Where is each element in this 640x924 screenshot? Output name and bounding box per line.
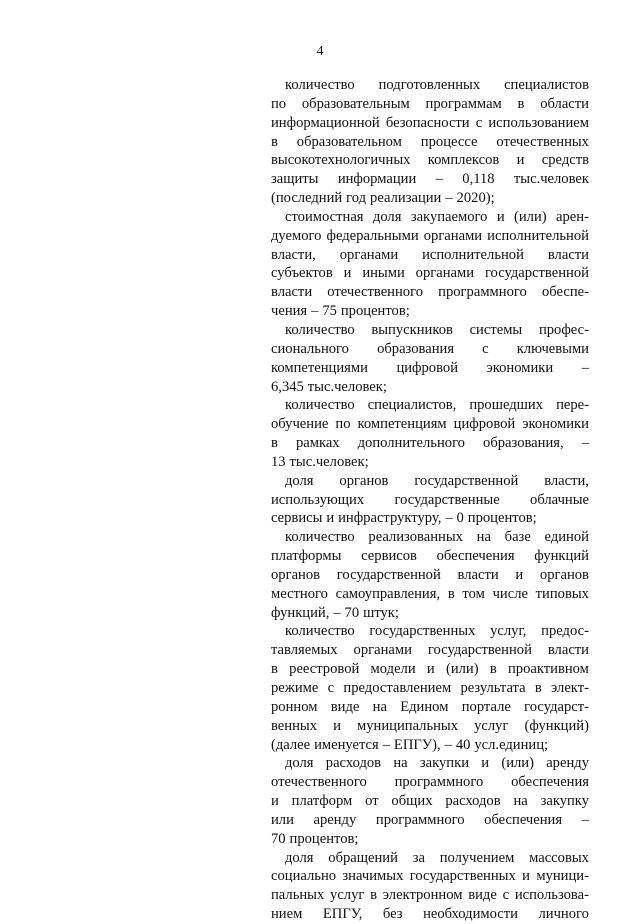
word: власти [271, 284, 313, 301]
word: области [540, 95, 589, 112]
word: образовательном [296, 133, 402, 150]
word: программам [425, 95, 502, 112]
word: программного [438, 284, 527, 301]
text-line [271, 491, 589, 510]
word: количество [285, 529, 355, 546]
word: на [513, 793, 528, 810]
word: по [335, 416, 351, 433]
word: и [426, 661, 435, 678]
word: количество [285, 397, 355, 414]
word: – [444, 736, 452, 753]
word: (функций) [524, 717, 589, 734]
word: образования [377, 340, 455, 357]
word: обеспечения [436, 548, 515, 565]
word: дополнительного [357, 435, 465, 452]
word: числе [492, 585, 528, 602]
word: венных [271, 717, 318, 734]
word: том [462, 585, 485, 602]
word: в [271, 435, 278, 452]
word: органов [271, 566, 321, 583]
word: необходимости [423, 906, 518, 923]
word: органами [415, 265, 475, 282]
word: экономики [522, 416, 589, 433]
word: модели [370, 661, 416, 678]
word: сервисы [271, 510, 323, 527]
word: тыс.человек; [307, 378, 387, 395]
word: компетенциями [271, 359, 368, 376]
word: арен- [556, 208, 589, 225]
word: в [517, 95, 525, 112]
word: общих [391, 793, 433, 810]
word: процентов; [340, 303, 410, 320]
word: государст- [524, 698, 589, 715]
word: государственной [336, 566, 441, 583]
word: местного [271, 585, 328, 602]
text-line [271, 867, 589, 886]
text-line [271, 528, 589, 547]
text-line [271, 189, 589, 208]
text-line [271, 283, 589, 302]
word: органами [353, 642, 412, 659]
text-line [271, 151, 589, 170]
word: (далее [271, 736, 311, 753]
word: подготовленных [378, 77, 481, 93]
word: государственной [484, 265, 589, 282]
word: 0 [456, 510, 464, 527]
word: (или) [501, 755, 534, 772]
word: комплексов [427, 152, 500, 169]
text-line [271, 547, 589, 566]
word: электронном [382, 887, 463, 904]
word: количество [285, 77, 355, 93]
word: 75 [322, 303, 337, 320]
word: массовых [529, 849, 589, 866]
word: с [475, 114, 483, 131]
word: средств [541, 152, 589, 169]
text-line [271, 509, 589, 528]
text-line [271, 849, 589, 868]
word: ронном [271, 698, 318, 715]
word: в [447, 585, 455, 602]
word: выпускников [371, 321, 453, 338]
word: именуется [314, 736, 379, 753]
word: услуг, [490, 623, 527, 640]
word: – [581, 811, 589, 828]
word: ЕПГУ), [393, 736, 441, 753]
word: или [271, 811, 294, 828]
word: образования, [483, 435, 564, 452]
word: (или) [445, 661, 479, 678]
word: федеральными [326, 227, 419, 244]
word: усл.единиц; [474, 736, 549, 753]
word: личного [538, 906, 589, 923]
word: базе [504, 529, 531, 546]
word: обеспечения [484, 811, 563, 828]
word: и [271, 793, 279, 810]
text-line [271, 359, 589, 378]
word: услуг [330, 887, 365, 904]
word: 70 [271, 830, 286, 847]
word: единой [544, 529, 589, 546]
text-line [271, 321, 589, 340]
text-line [271, 830, 589, 849]
word: рамках [295, 435, 340, 452]
text-line [271, 811, 589, 830]
word: проактивном [508, 661, 589, 678]
word: – [435, 171, 443, 188]
word: – [311, 303, 319, 320]
text-line [271, 302, 589, 321]
word: платформ [291, 793, 353, 810]
word: специалистов [504, 77, 589, 93]
word: – [333, 604, 341, 621]
word: – [445, 510, 453, 527]
word: без [382, 906, 403, 923]
word: стоимостная [285, 208, 364, 225]
word: облачные [530, 491, 589, 508]
word: государственных [409, 868, 516, 885]
word: реализованных [368, 529, 463, 546]
word: ЕПГУ, [322, 906, 363, 923]
page-number: 4 [316, 44, 324, 59]
word: с [482, 340, 489, 357]
text-line [271, 792, 589, 811]
word: 13 [271, 453, 286, 470]
word: процентов; [467, 510, 537, 527]
word: год [346, 190, 367, 207]
word: защиты [271, 171, 319, 188]
word: аренду [546, 755, 589, 772]
word: виде [468, 887, 497, 904]
word: виде [330, 698, 360, 715]
word: тыс.человек [513, 171, 589, 188]
word: – [445, 190, 453, 207]
word: обращений [328, 849, 398, 866]
word: количество [285, 321, 355, 338]
text-line [271, 95, 589, 114]
word: сервисов [361, 548, 417, 565]
word: обеспечения [511, 774, 589, 791]
word: органов [539, 566, 589, 583]
word: с [327, 680, 335, 696]
text-line [271, 133, 589, 152]
word: Едином [400, 698, 449, 715]
word: значимых [342, 868, 404, 885]
word: с [502, 887, 510, 904]
text-line [271, 754, 589, 773]
word: обучение [271, 416, 329, 433]
word: иными [362, 265, 405, 282]
word: отечественного [327, 284, 424, 301]
word: безопасности [385, 114, 470, 131]
text-line [271, 396, 589, 415]
word: чения [271, 303, 308, 320]
text-line [271, 604, 589, 623]
word: штук; [363, 604, 399, 621]
word: – [382, 736, 390, 753]
word: расходов [325, 755, 382, 772]
word: самоуправления, [335, 585, 441, 602]
word: реестровой [289, 661, 360, 678]
word: – [581, 359, 589, 376]
word: платформы [271, 548, 342, 565]
word: 40 [455, 736, 471, 753]
word: отечественного [271, 774, 367, 791]
text-line [271, 246, 589, 265]
word: закупки [419, 755, 470, 772]
word: исполнительной [487, 227, 589, 244]
text-line [271, 641, 589, 660]
word: цифровой [453, 416, 516, 433]
word: режиме [271, 680, 319, 696]
text-line [271, 698, 589, 717]
word: государственные [394, 491, 500, 508]
word: тавляемых [271, 642, 338, 659]
word: власти, [271, 246, 316, 263]
word: цифровой [396, 359, 459, 376]
text-line [271, 585, 589, 604]
text-line [271, 472, 589, 491]
word: власти [547, 246, 589, 263]
word: отечественных [496, 133, 589, 150]
word: программного [375, 811, 465, 828]
text-line [271, 453, 589, 472]
word: количество [285, 623, 355, 640]
word: высокотехнологичных [271, 152, 411, 169]
word: дуемого [271, 227, 322, 244]
word: доля [285, 472, 314, 489]
word: и [522, 868, 530, 885]
word: в [271, 661, 278, 678]
word: нием [271, 906, 303, 923]
word: и [333, 717, 341, 734]
word: процентов; [289, 830, 359, 847]
text-line [271, 773, 589, 792]
word: аренду [313, 811, 357, 828]
word: результата [460, 680, 526, 696]
text-line [271, 76, 589, 95]
word: 6,345 [271, 378, 304, 395]
word: предоставлением [343, 680, 452, 696]
word: инфраструктуру, [338, 510, 442, 527]
text-line [271, 378, 589, 397]
word: портале [461, 698, 511, 715]
word: органами [423, 227, 483, 244]
word: органов [339, 472, 389, 489]
word: по [271, 95, 287, 112]
text-line [271, 622, 589, 641]
word: процессе [420, 133, 478, 150]
text-line [271, 434, 589, 453]
text-line [271, 660, 589, 679]
text-line [271, 905, 589, 924]
word: власти [457, 566, 499, 583]
word: на [372, 698, 387, 715]
text-line [271, 736, 589, 755]
word: социально [271, 868, 337, 885]
word: предос- [541, 623, 589, 640]
word: информационной [271, 114, 380, 131]
word: и [496, 208, 505, 225]
word: на [393, 755, 408, 772]
word: от [365, 793, 379, 810]
word: использующих [271, 491, 365, 508]
text-line [271, 717, 589, 736]
word: ключевыми [516, 340, 589, 357]
word: информации [337, 171, 417, 188]
word: прошедших [469, 397, 544, 414]
word: реализации [370, 190, 442, 207]
word: образовательным [301, 95, 410, 112]
text-line [271, 679, 589, 698]
word: доля [285, 755, 314, 772]
word: государственной [414, 472, 519, 489]
text-line [271, 415, 589, 434]
word: в [370, 887, 378, 904]
word: обеспе- [541, 284, 589, 301]
word: исполнительной [422, 246, 524, 263]
word: государственной [427, 642, 532, 659]
word: доля [285, 849, 314, 866]
word: системы [469, 321, 523, 338]
word: функций [534, 548, 589, 565]
word: компетенциям [357, 416, 447, 433]
text-line [271, 340, 589, 359]
text-line [271, 886, 589, 905]
word: использованием [488, 114, 589, 131]
word: получением [439, 849, 515, 866]
word: за [412, 849, 425, 866]
word: функций, [271, 604, 330, 621]
word: экономики [486, 359, 554, 376]
word: и [343, 265, 352, 282]
word: на [476, 529, 491, 546]
word: органами [339, 246, 399, 263]
word: в [271, 133, 278, 150]
document-body [271, 76, 589, 924]
word: и [481, 755, 490, 772]
word: доля [372, 208, 402, 225]
word: власти, [544, 472, 589, 489]
text-line [271, 264, 589, 283]
word: (или) [514, 208, 547, 225]
word: 2020); [456, 190, 495, 207]
word: закупаемого [410, 208, 488, 225]
word: тыс.человек; [289, 453, 369, 470]
word: и [516, 152, 525, 169]
word: субъектов [271, 265, 333, 282]
word: программного [394, 774, 484, 791]
word: пальных [271, 887, 325, 904]
word: (последний [271, 190, 343, 207]
word: пере- [556, 397, 589, 414]
word: специалистов, [367, 397, 457, 414]
word: сионального [271, 340, 349, 357]
word: и [515, 566, 524, 583]
word: – [581, 435, 589, 452]
text-line [271, 114, 589, 133]
text-line [271, 227, 589, 246]
word: 0,118 [462, 171, 495, 188]
word: закупку [540, 793, 589, 810]
word: типовых [535, 585, 589, 602]
word: профес- [538, 321, 589, 338]
word: власти [547, 642, 589, 659]
word: 70 [344, 604, 360, 621]
word: и [326, 510, 335, 527]
word: элект- [551, 680, 589, 696]
word: расходов [445, 793, 501, 810]
text-line [271, 566, 589, 585]
word: использова- [514, 887, 589, 904]
word: услуг [474, 717, 509, 734]
text-line [271, 170, 589, 189]
word: в [534, 680, 542, 696]
word: муниципальных [356, 717, 459, 734]
text-line [271, 208, 589, 227]
word: в [489, 661, 497, 678]
word: муници- [536, 868, 589, 885]
word: государственных [369, 623, 476, 640]
